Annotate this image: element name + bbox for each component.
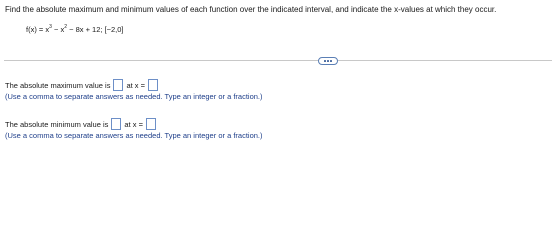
- function-part-1: f(x) = x: [26, 25, 50, 34]
- question-text: Find the absolute maximum and minimum values of each function over the indicated interval, and indicate the x-values at which they occur.: [5, 5, 497, 14]
- min-hint: (Use a comma to separate answers as needed. Type an integer or a fraction.): [5, 131, 263, 140]
- min-answer-line: [5, 118, 159, 130]
- section-divider: [4, 60, 552, 61]
- min-value-input[interactable]: [111, 118, 121, 130]
- more-button[interactable]: [318, 57, 338, 65]
- max-x-input[interactable]: [148, 79, 158, 91]
- min-at-label: at x =: [124, 119, 143, 129]
- ellipsis-icon: [324, 60, 326, 62]
- exponent-3: 3: [49, 24, 52, 30]
- max-hint: (Use a comma to separate answers as needed. Type an integer or a fraction.): [5, 92, 263, 101]
- min-label: The absolute minimum value is: [5, 119, 109, 129]
- exponent-2: 2: [64, 24, 68, 30]
- max-answer-line: [5, 79, 161, 91]
- min-x-input[interactable]: [146, 118, 156, 130]
- function-part-3: − 8x + 12; [−2,0]: [67, 25, 124, 34]
- function-part-2: − x: [51, 25, 65, 34]
- max-value-input[interactable]: [113, 79, 123, 91]
- function-expression: [26, 25, 124, 34]
- max-at-label: at x =: [126, 80, 146, 90]
- max-label: The absolute maximum value is: [5, 80, 111, 90]
